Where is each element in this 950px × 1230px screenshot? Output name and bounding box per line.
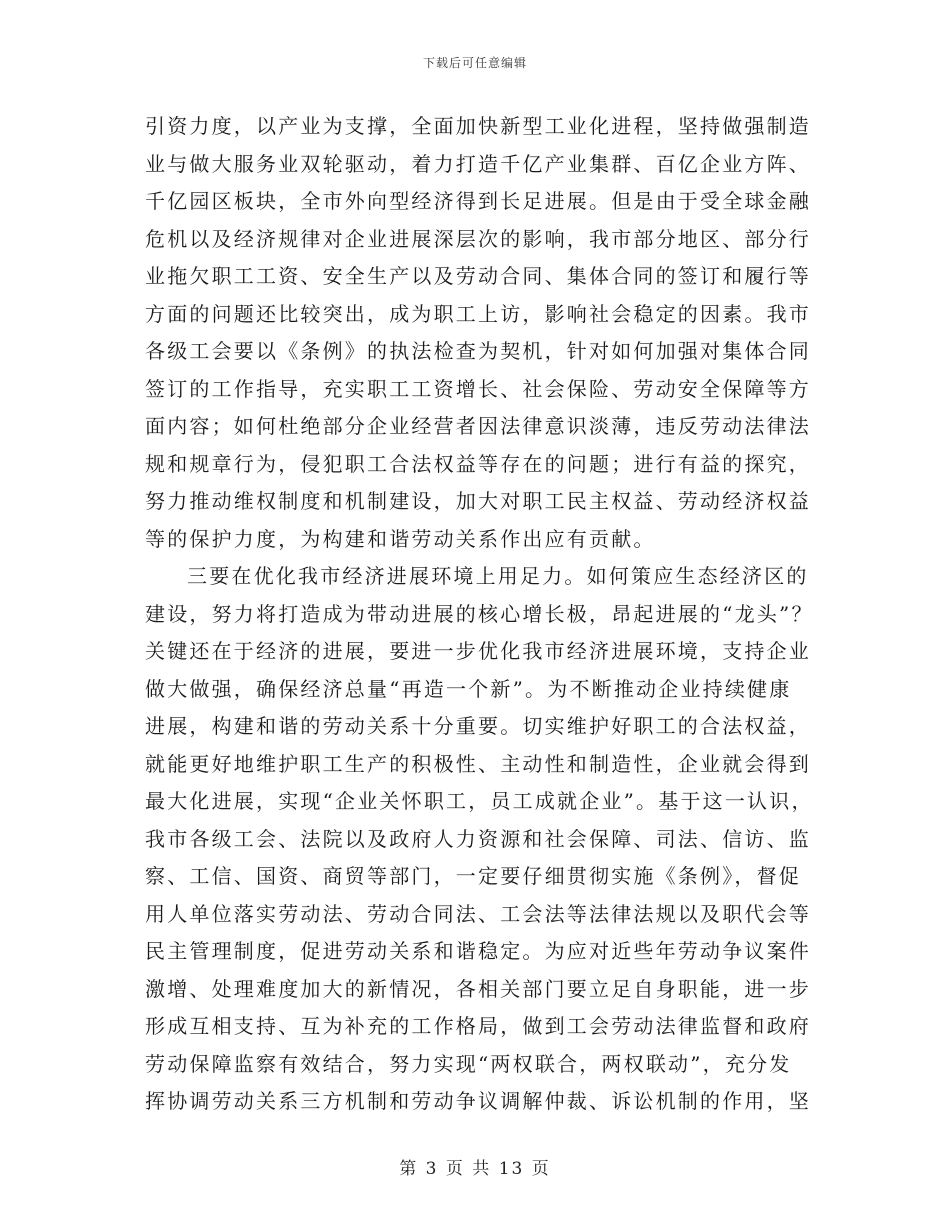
text-line: 签订的工作指导，充实职工工资增长、社会保险、劳动安全保障等方 bbox=[145, 376, 811, 401]
text-line: 等的保护力度，为构建和谐劳动关系作出应有贡献。 bbox=[145, 526, 656, 551]
text-line: 做大做强，确保经济总量“再造一个新”。为不断推动企业持续健康 bbox=[145, 676, 792, 701]
text-line: 我市各级工会、法院以及政府人力资源和社会保障、司法、信访、监 bbox=[145, 826, 811, 851]
text-line: 规和规章行为，侵犯职工合法权益等存在的问题；进行有益的探究， bbox=[145, 451, 811, 476]
page-number-footer: 第 3 页 共 13 页 bbox=[399, 1159, 551, 1179]
text-line: 劳动保障监察有效结合，努力实现“两权联合，两权联动”，充分发 bbox=[145, 1051, 792, 1076]
text-line: 业与做大服务业双轮驱动，着力打造千亿产业集群、百亿企业方阵、 bbox=[145, 151, 811, 176]
text-line: 努力推动维权制度和机制建设，加大对职工民主权益、劳动经济权益 bbox=[145, 489, 811, 513]
text-line: 最大化进展，实现“企业关怀职工，员工成就企业”。基于这一认识， bbox=[145, 789, 814, 813]
text-line: 形成互相支持、互为补充的工作格局，做到工会劳动法律监督和政府 bbox=[145, 1014, 811, 1038]
page-header: 下载后可任意编辑 bbox=[422, 56, 527, 70]
text-line: 危机以及经济规律对企业进展深层次的影响，我市部分地区、部分行 bbox=[145, 226, 811, 251]
text-line: 挥协调劳动关系三方机制和劳动争议调解仲裁、诉讼机制的作用，坚 bbox=[145, 1089, 811, 1113]
text-line: 察、工信、国资、商贸等部门，一定要仔细贯彻实施《条例》，督促 bbox=[145, 864, 801, 888]
text-line: 进展，构建和谐的劳动关系十分重要。切实维护好职工的合法权益， bbox=[145, 714, 811, 738]
text-line: 各级工会要以《条例》的执法检查为契机，针对如何加强对集体合同 bbox=[145, 339, 811, 363]
text-line: 业拖欠职工工资、安全生产以及劳动合同、集体合同的签订和履行等 bbox=[145, 264, 811, 288]
text-line: 引资力度，以产业为支撑，全面加快新型工业化进程，坚持做强制造 bbox=[145, 114, 811, 138]
text-line: 关键还在于经济的进展，要进一步优化我市经济进展环境，支持企业 bbox=[145, 639, 811, 663]
text-line: 建设，努力将打造成为带动进展的核心增长极，昂起进展的“龙头”？ bbox=[145, 601, 814, 626]
document-body bbox=[145, 108, 814, 1121]
text-line: 面内容；如何杜绝部分企业经营者因法律意识淡薄，违反劳动法律法 bbox=[145, 414, 811, 438]
text-line: 方面的问题还比较突出，成为职工上访，影响社会稳定的因素。我市 bbox=[145, 301, 811, 326]
text-line: 就能更好地维护职工生产的积极性、主动性和制造性，企业就会得到 bbox=[145, 751, 811, 776]
text-line: 千亿园区板块，全市外向型经济得到长足进展。但是由于受全球金融 bbox=[145, 189, 811, 213]
text-line: 用人单位落实劳动法、劳动合同法、工会法等法律法规以及职代会等 bbox=[145, 901, 811, 926]
text-line: 民主管理制度，促进劳动关系和谐稳定。为应对近些年劳动争议案件 bbox=[145, 939, 811, 963]
text-line: 激增、处理难度加大的新情况，各相关部门要立足自身职能，进一步 bbox=[145, 976, 811, 1001]
text-line: 三要在优化我市经济进展环境上用足力。如何策应生态经济区的 bbox=[187, 564, 809, 588]
